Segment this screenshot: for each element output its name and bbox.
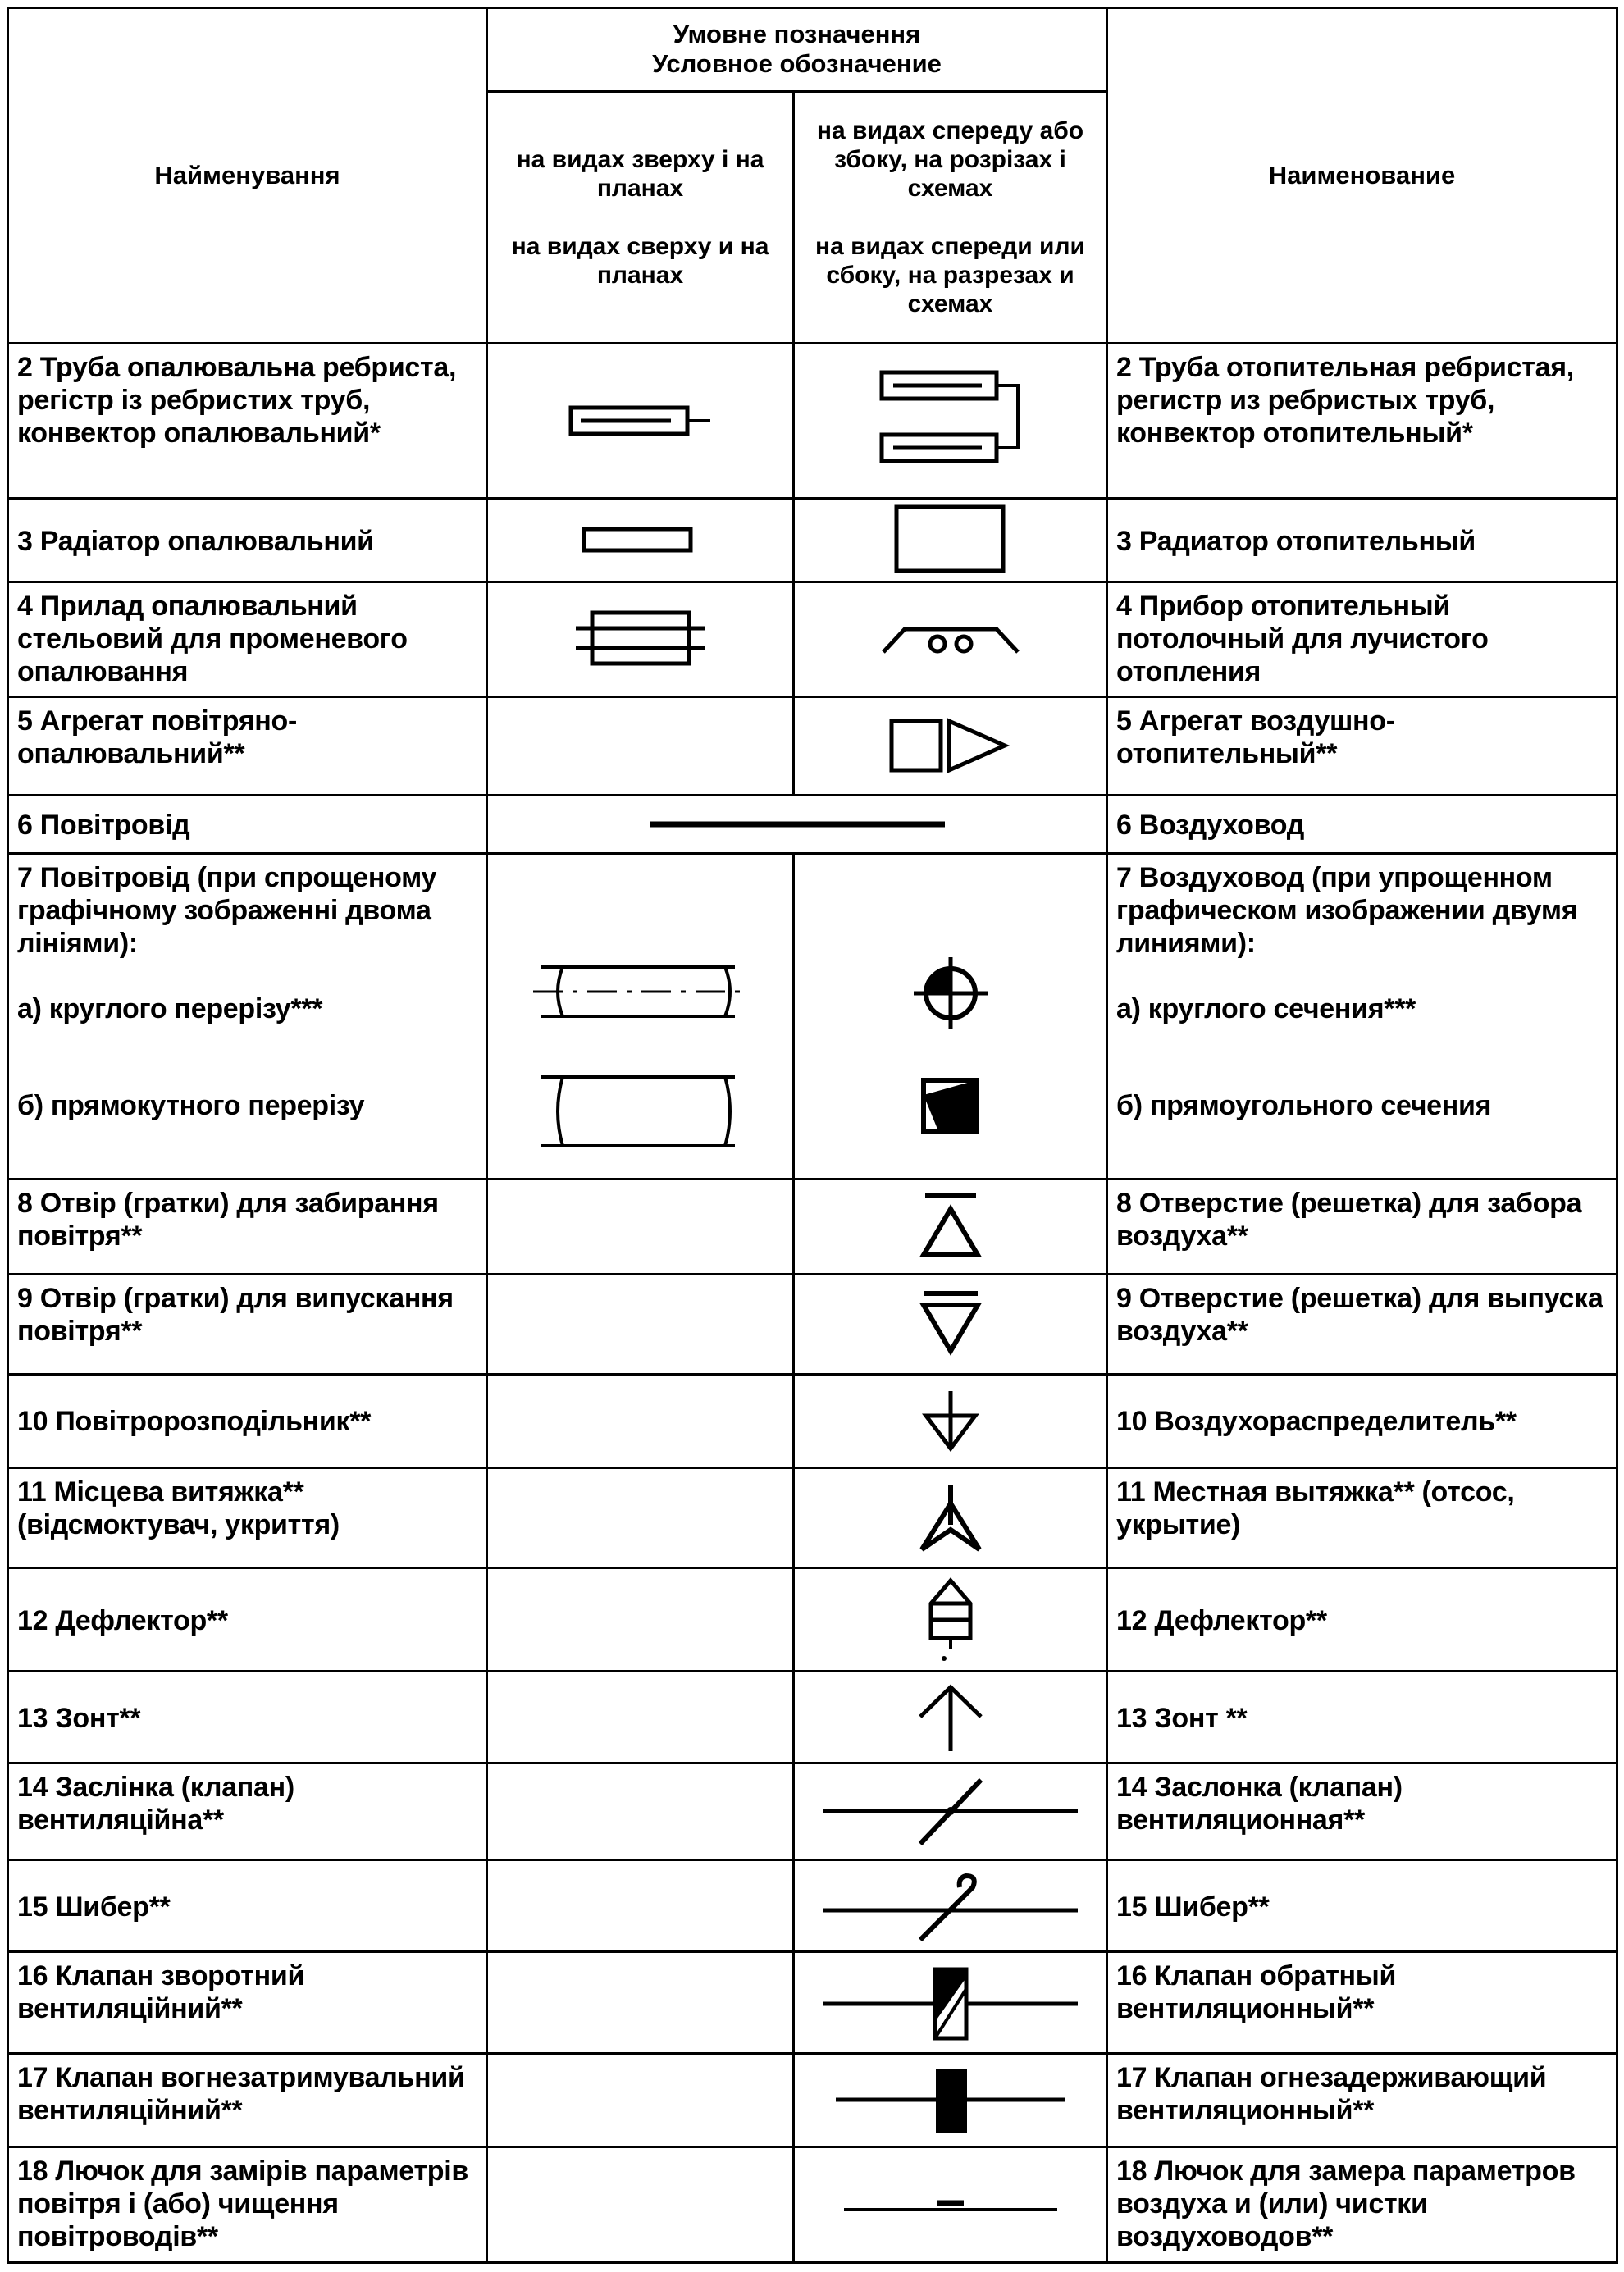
row18-top-empty — [487, 2147, 794, 2263]
check-valve-icon — [794, 1952, 1107, 2054]
row7-b-uk: б) прямокутного перерізу — [17, 1089, 365, 1121]
header-top-view — [487, 91, 794, 343]
row7-b-ru: б) прямоугольного сечения — [1116, 1089, 1492, 1121]
row3-name-ru: 3 Радиатор отопительный — [1107, 499, 1617, 582]
row15-name-uk: 15 Шибер** — [8, 1860, 487, 1952]
air-heater-icon — [794, 696, 1107, 795]
header-name-uk: Найменування — [8, 8, 487, 344]
row13-name-ru: 13 Зонт ** — [1107, 1672, 1617, 1763]
table-row — [8, 1179, 1617, 1274]
row12-top-empty — [487, 1568, 794, 1672]
row17-name-uk: 17 Клапан вогнезатримувальний вентиляційний** — [8, 2054, 487, 2147]
row9-name-uk: 9 Отвір (гратки) для випускання повітря** — [8, 1274, 487, 1374]
air-distributor-icon — [794, 1375, 1107, 1468]
row17-top-empty — [487, 2054, 794, 2147]
row18-name-uk: 18 Лючок для замірів параметрів повітря і (або) чищення повітроводів** — [8, 2147, 487, 2263]
row7-front-symbols — [794, 853, 1107, 1179]
row8-name-ru: 8 Отверстие (решетка) для забора воздуха** — [1107, 1179, 1617, 1274]
row14-top-empty — [487, 1763, 794, 1860]
table-row — [8, 344, 1617, 499]
row3-name-uk: 3 Радіатор опалювальний — [8, 499, 487, 582]
row9-top-empty — [487, 1274, 794, 1374]
row11-top-empty — [487, 1467, 794, 1567]
row13-name-uk: 13 Зонт** — [8, 1672, 487, 1763]
row4-name-uk: 4 Прилад опалювальний стельовий для променевого опалювання — [8, 582, 487, 696]
row7-title-uk: 7 Повітровід (при спрощеному графічному зображенні двома лініями): — [17, 861, 437, 959]
round-duct-plan-icon — [530, 965, 751, 1170]
row2-name-ru: 2 Труба отопительная ребристая, регистр из ребристых труб, конвектор отопительный* — [1107, 344, 1617, 499]
row7-top-symbols — [487, 853, 794, 1179]
row11-name-uk: 11 Місцева витяжка** (відсмоктувач, укриття) — [8, 1467, 487, 1567]
row6-name-uk: 6 Повітровід — [8, 795, 487, 853]
row7-title-ru: 7 Воздуховод (при упрощенном графическом изображении двумя линиями): — [1116, 861, 1578, 959]
row15-top-empty — [487, 1860, 794, 1952]
row10-name-uk: 10 Повітророзподільник** — [8, 1375, 487, 1468]
row16-top-empty — [487, 1952, 794, 2054]
access-hatch-icon — [794, 2147, 1107, 2263]
row12-name-uk: 12 Дефлектор** — [8, 1568, 487, 1672]
finned-register-icon — [794, 344, 1107, 499]
finned-pipe-icon — [487, 344, 794, 499]
header-name-ru: Наименование — [1107, 8, 1617, 344]
row8-name-uk: 8 Отвір (гратки) для забирання повітря** — [8, 1179, 487, 1274]
row14-name-ru: 14 Заслонка (клапан) вентиляционная** — [1107, 1763, 1617, 1860]
row10-name-ru: 10 Воздухораспределитель** — [1107, 1375, 1617, 1468]
table-row — [8, 795, 1617, 853]
table-row — [8, 582, 1617, 696]
row5-name-ru: 5 Агрегат воздушно-отопительный** — [1107, 696, 1617, 795]
gate-damper-icon — [794, 1860, 1107, 1952]
ceiling-panel-front-icon — [794, 582, 1107, 696]
symbols-table — [7, 7, 1618, 2264]
row14-name-uk: 14 Заслінка (клапан) вентиляційна** — [8, 1763, 487, 1860]
row4-name-ru: 4 Прибор отопительный потолочный для лучистого отопления — [1107, 582, 1617, 696]
round-duct-section-icon — [906, 957, 996, 1162]
row7-a-uk: а) круглого перерізу*** — [17, 992, 323, 1024]
row16-name-uk: 16 Клапан зворотний вентиляційний** — [8, 1952, 487, 2054]
row10-top-empty — [487, 1375, 794, 1468]
header-front-view-uk: на видах спереду або збоку, на розрізах і схемах — [816, 116, 1084, 202]
table-row — [8, 2054, 1617, 2147]
row7-a-ru: а) круглого сечения*** — [1116, 992, 1416, 1024]
deflector-icon — [794, 1568, 1107, 1672]
row12-name-ru: 12 Дефлектор** — [1107, 1568, 1617, 1672]
table-row — [8, 1952, 1617, 2054]
table-row — [8, 2147, 1617, 2263]
local-exhaust-icon — [794, 1467, 1107, 1567]
row5-top-empty — [487, 696, 794, 795]
ceiling-panel-plan-icon — [487, 582, 794, 696]
table-row — [8, 1274, 1617, 1374]
radiator-front-icon — [794, 499, 1107, 582]
header-symbol — [487, 8, 1107, 92]
row7-name-uk — [8, 853, 487, 1179]
row13-top-empty — [487, 1672, 794, 1763]
exhaust-grille-icon — [794, 1274, 1107, 1374]
header-top-view-ru: на видах сверху и на планах — [511, 232, 769, 289]
table-row — [8, 1467, 1617, 1567]
header-symbol-uk: Умовне позначення — [673, 20, 921, 49]
row9-name-ru: 9 Отверстие (решетка) для выпуска воздуха** — [1107, 1274, 1617, 1374]
header-top-view-uk: на видах зверху і на планах — [516, 145, 764, 202]
damper-icon — [794, 1763, 1107, 1860]
header-front-view-ru: на видах спереди или сбоку, на разрезах и схемах — [814, 232, 1086, 317]
header-front-view — [794, 91, 1107, 343]
fire-damper-icon — [794, 2054, 1107, 2147]
table-row — [8, 1763, 1617, 1860]
table-row — [8, 1568, 1617, 1672]
header-symbol-ru: Условное обозначение — [652, 49, 942, 79]
duct-line-icon — [487, 795, 1107, 853]
row18-name-ru: 18 Лючок для замера параметров воздуха и (или) чистки воздуховодов** — [1107, 2147, 1617, 2263]
row6-name-ru: 6 Воздуховод — [1107, 795, 1617, 853]
row8-top-empty — [487, 1179, 794, 1274]
row2-name-uk: 2 Труба опалювальна ребриста, регістр із ребристих труб, конвектор опалювальний* — [8, 344, 487, 499]
row7-name-ru — [1107, 853, 1617, 1179]
row17-name-ru: 17 Клапан огнезадерживающий вентиляционный** — [1107, 2054, 1617, 2147]
row11-name-ru: 11 Местная вытяжка** (отсос, укрытие) — [1107, 1467, 1617, 1567]
table-row — [8, 499, 1617, 582]
table-row — [8, 853, 1617, 1179]
table-row — [8, 1860, 1617, 1952]
row15-name-ru: 15 Шибер** — [1107, 1860, 1617, 1952]
table-row — [8, 696, 1617, 795]
table-row — [8, 1375, 1617, 1468]
row16-name-ru: 16 Клапан обратный вентиляционный** — [1107, 1952, 1617, 2054]
row5-name-uk: 5 Агрегат повітряно-опалювальний** — [8, 696, 487, 795]
table-row — [8, 1672, 1617, 1763]
radiator-plan-icon — [487, 499, 794, 582]
hood-icon — [794, 1672, 1107, 1763]
intake-grille-icon — [794, 1179, 1107, 1274]
